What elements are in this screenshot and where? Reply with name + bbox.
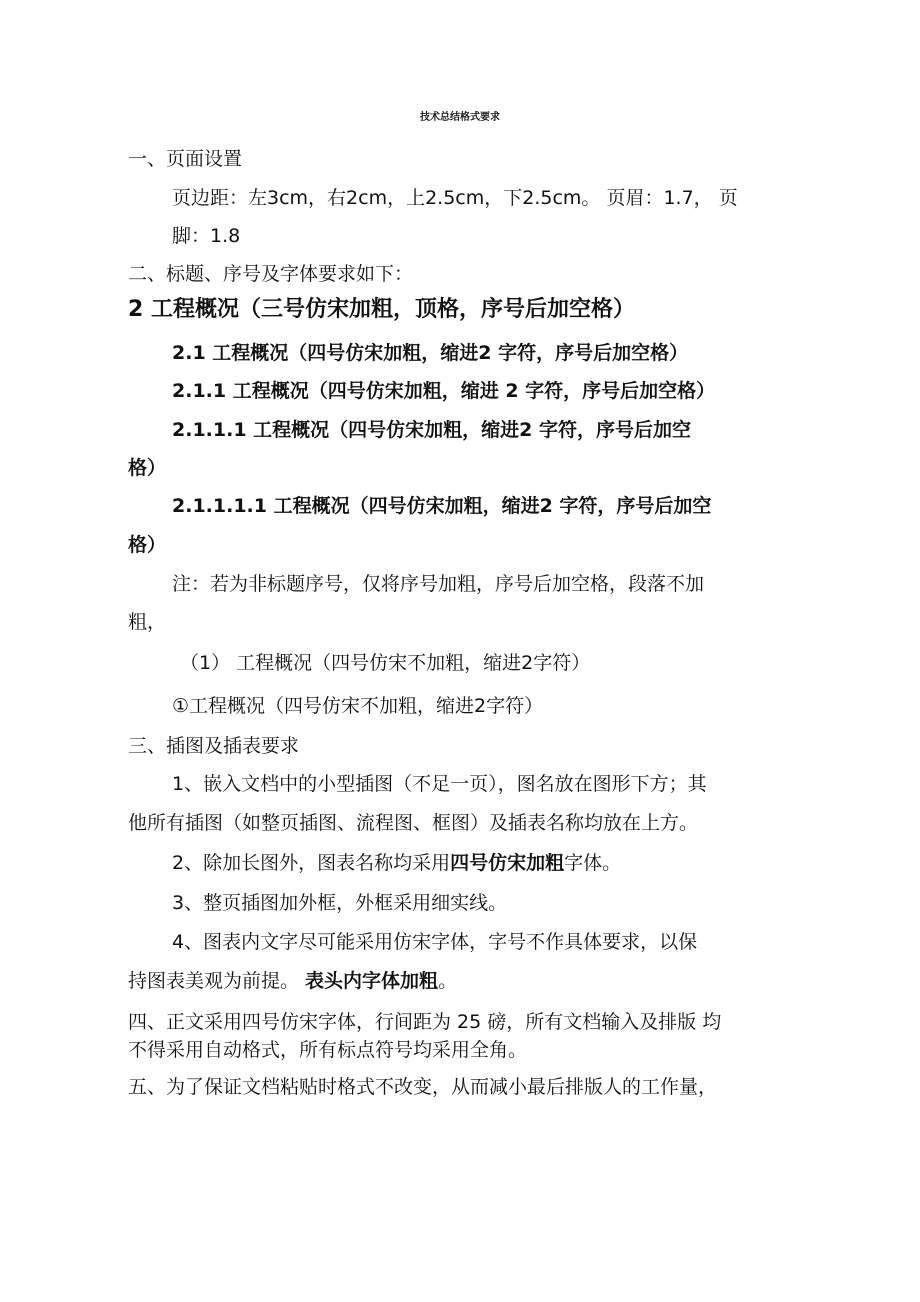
heading-level-4-example-line2: 格） bbox=[128, 457, 167, 479]
figure-rule-4-line1: 4、图表内文字尽可能采用仿宋字体，字号不作具体要求，以保 bbox=[172, 931, 698, 953]
figure-rule-2 bbox=[172, 851, 621, 875]
page-margin-text-line1: 页边距：左3cm，右2cm，上2.5cm，下2.5cm。 页眉：1.7， 页 bbox=[172, 187, 738, 209]
heading-level-1-example: 2 工程概况（三号仿宋加粗，顶格，序号后加空格） bbox=[128, 297, 635, 322]
figure-rule-2-text: 2、除加长图外，图表名称均采用 bbox=[172, 852, 451, 874]
heading-level-2-example: 2.1 工程概况（四号仿宋加粗，缩进2 字符，序号后加空格） bbox=[172, 342, 689, 364]
figure-rule-1-line1: 1、嵌入文档中的小型插图（不足一页），图名放在图形下方；其 bbox=[172, 773, 707, 795]
figure-rule-2-end: 字体。 bbox=[564, 852, 622, 874]
heading-level-3-example: 2.1.1 工程概况（四号仿宋加粗，缩进 2 字符，序号后加空格） bbox=[172, 380, 716, 402]
circled-item-example: ①工程概况（四号仿宋不加粗，缩进2字符） bbox=[172, 695, 544, 717]
page-margin-text-line2: 脚：1.8 bbox=[172, 225, 241, 247]
section-4-line1: 四、正文采用四号仿宋字体，行间距为 25 磅，所有文档输入及排版 均 bbox=[128, 1011, 722, 1033]
numbered-item-example: （1） 工程概况（四号仿宋不加粗，缩进2字符） bbox=[180, 652, 591, 674]
section-1-heading: 一、页面设置 bbox=[128, 148, 243, 170]
figure-rule-4-bold: 表头内字体加粗 bbox=[305, 970, 439, 992]
section-4-line2: 不得采用自动格式，所有标点符号均采用全角。 bbox=[128, 1039, 528, 1061]
figure-rule-2-bold: 四号仿宋加粗 bbox=[450, 852, 565, 874]
note-line1: 注：若为非标题序号，仅将序号加粗，序号后加空格，段落不加 bbox=[172, 573, 705, 595]
figure-rule-3: 3、整页插图加外框，外框采用细实线。 bbox=[172, 892, 508, 914]
note-line2: 粗， bbox=[128, 611, 167, 633]
figure-rule-4-line2 bbox=[128, 969, 457, 993]
heading-level-5-example-line1: 2.1.1.1.1 工程概况（四号仿宋加粗，缩进2 字符，序号后加空 bbox=[172, 495, 712, 517]
section-5-line1: 五、为了保证文档粘贴时格式不改变，从而减小最后排版人的工作量， bbox=[128, 1076, 718, 1098]
figure-rule-1-line2: 他所有插图（如整页插图、流程图、框图）及插表名称均放在上方。 bbox=[128, 812, 699, 834]
section-3-heading: 三、插图及插表要求 bbox=[128, 735, 300, 757]
figure-rule-4-end: 。 bbox=[438, 970, 458, 992]
figure-rule-4-text: 持图表美观为前提。 bbox=[128, 970, 306, 992]
document-title: 技术总结格式要求 bbox=[420, 112, 500, 123]
heading-level-4-example-line1: 2.1.1.1 工程概况（四号仿宋加粗，缩进2 字符，序号后加空 bbox=[172, 419, 691, 441]
section-2-heading: 二、标题、序号及字体要求如下： bbox=[128, 263, 414, 285]
heading-level-5-example-line2: 格） bbox=[128, 534, 167, 556]
